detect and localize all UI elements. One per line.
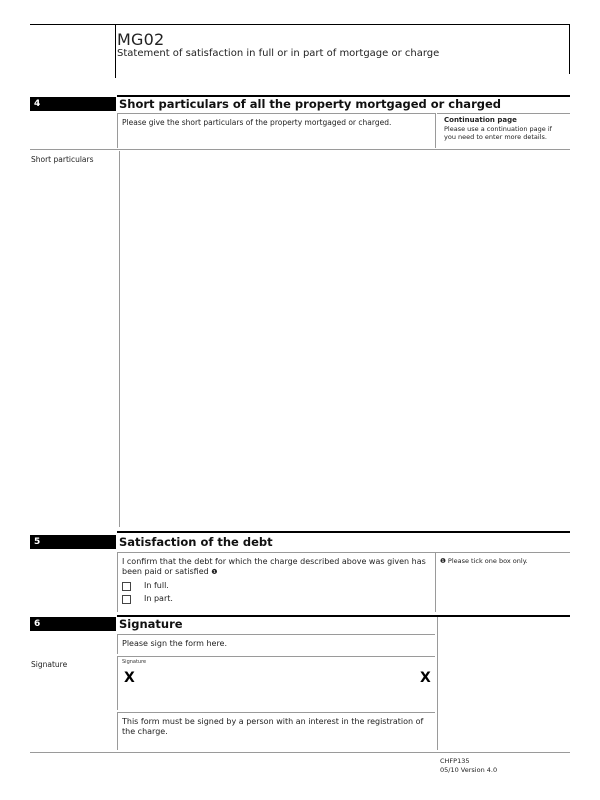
footer-version: 05/10 Version 4.0 bbox=[440, 766, 498, 774]
header-right-edge bbox=[569, 24, 570, 74]
sign-here-cross-right: X bbox=[420, 670, 431, 686]
signature-requirement-line2: the charge. bbox=[122, 727, 168, 736]
in-full-checkbox[interactable] bbox=[122, 582, 131, 591]
section-5-body-right bbox=[435, 552, 436, 612]
section-4-heading: Short particulars of all the property mortgaged or charged bbox=[119, 97, 502, 111]
section-6-instruction-top bbox=[117, 634, 435, 635]
section-5-number: 5 bbox=[30, 535, 116, 549]
section-6-heading: Signature bbox=[119, 617, 183, 631]
top-rule bbox=[30, 24, 570, 25]
signature-box-caption: Signature bbox=[122, 659, 147, 665]
section-4-instruction: Please give the short particulars of the property mortgaged or charged. bbox=[122, 118, 392, 127]
footer-code: CHFP135 bbox=[440, 757, 470, 765]
section-6-number: 6 bbox=[30, 617, 116, 631]
section-4-instruction-left bbox=[117, 113, 118, 148]
section-5-body-left bbox=[117, 552, 118, 612]
form-title: Statement of satisfaction in full or in part of mortgage or charge bbox=[117, 48, 440, 59]
note-marker: ❶ bbox=[211, 568, 218, 576]
sign-here-cross-left: X bbox=[124, 670, 135, 686]
section-5-heading: Satisfaction of the debt bbox=[119, 535, 273, 549]
tick-one-box-note: ❶ Please tick one box only. bbox=[440, 557, 528, 565]
continuation-note-top bbox=[437, 113, 570, 114]
in-full-label: In full. bbox=[144, 581, 169, 590]
section-6-instruction: Please sign the form here. bbox=[122, 639, 228, 648]
continuation-heading: Continuation page bbox=[444, 116, 517, 124]
section-6-instruction-left bbox=[117, 634, 118, 654]
in-part-checkbox[interactable] bbox=[122, 595, 131, 604]
section-5-rule bbox=[117, 531, 570, 533]
section-6-rule bbox=[117, 615, 570, 617]
section-4-instruction-top bbox=[117, 113, 435, 114]
form-code: MG02 bbox=[117, 30, 165, 49]
section-4-number: 4 bbox=[30, 97, 116, 111]
section-6-note-left bbox=[117, 712, 118, 750]
satisfaction-statement-line1: I confirm that the debt for which the charge described above was given has bbox=[122, 557, 426, 566]
short-particulars-top bbox=[30, 149, 570, 150]
signature-label: Signature bbox=[31, 660, 68, 669]
header-divider bbox=[115, 24, 116, 78]
signature-requirement-line1: This form must be signed by a person with an interest in the registration of bbox=[122, 717, 424, 726]
continuation-note-line2: you need to enter more details. bbox=[444, 133, 547, 141]
satisfaction-statement-line2: been paid or satisfied ❶ bbox=[122, 567, 218, 576]
signature-box[interactable] bbox=[117, 656, 435, 710]
section-6-note-top bbox=[117, 712, 435, 713]
bottom-rule bbox=[30, 752, 570, 753]
section-5-body-top bbox=[117, 552, 570, 553]
continuation-note-line1: Please use a continuation page if bbox=[444, 125, 552, 133]
section-6-side-divider bbox=[437, 617, 438, 750]
in-part-label: In part. bbox=[144, 594, 173, 603]
short-particulars-label: Short particulars bbox=[31, 155, 94, 164]
section-4-instruction-right bbox=[435, 113, 436, 148]
short-particulars-field[interactable] bbox=[119, 151, 568, 527]
